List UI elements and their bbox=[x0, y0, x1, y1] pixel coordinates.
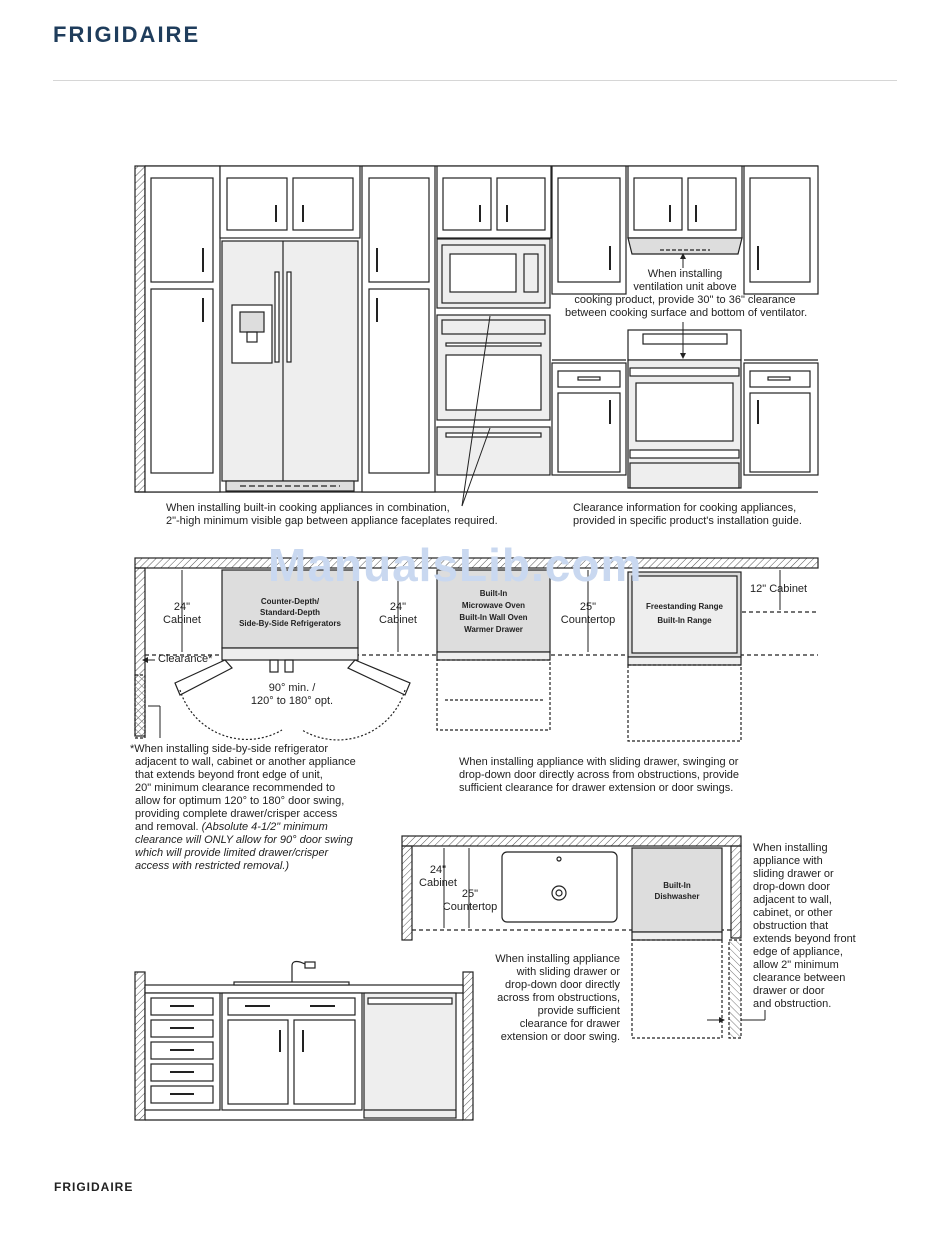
dw-cabinet-24-label bbox=[414, 864, 462, 890]
range-line: Built-In Range bbox=[657, 616, 712, 625]
fridge-box-line: Counter-Depth/ bbox=[260, 597, 320, 606]
clearance-label: Clearance* bbox=[158, 653, 213, 665]
dimension-value: 24" bbox=[389, 601, 407, 613]
dw-left-note-line: When installing appliance bbox=[495, 953, 620, 965]
ventilation-note-line: cooking product, provide 30" to 36" clearance bbox=[574, 294, 796, 306]
sliding-note-line: sufficient clearance for drawer extension or door swings. bbox=[459, 782, 734, 794]
dimension-caption: Countertop bbox=[560, 614, 616, 626]
ventilation-note-line: When installing bbox=[647, 268, 723, 280]
dw-left-note-line: with sliding drawer or bbox=[516, 966, 620, 978]
dw-right-note-line: When installing bbox=[753, 842, 828, 854]
watermark: ManualsLib.com bbox=[268, 539, 643, 591]
fridge-box-label bbox=[224, 596, 356, 629]
clearance-info-line: provided in specific product's installation guide. bbox=[573, 515, 802, 527]
dw-left-note-line: provide sufficient bbox=[537, 1005, 620, 1017]
range-box-label bbox=[632, 600, 737, 628]
dimension-caption: Countertop bbox=[442, 901, 498, 913]
wall-oven-line: Built-In Wall Oven bbox=[459, 613, 528, 622]
refrigerator-note-line: and removal. bbox=[135, 821, 199, 833]
wall-oven-line: Built-In bbox=[479, 589, 508, 598]
refrigerator-note-line: allow for optimum 120° to 180° door swing, bbox=[135, 795, 345, 807]
dishwasher-elevation bbox=[135, 962, 473, 1121]
ventilation-note bbox=[565, 268, 808, 320]
clearance-info-line: Clearance information for cooking appliances, bbox=[573, 502, 797, 514]
sliding-drawer-note bbox=[459, 756, 739, 795]
refrigerator-note-line: providing complete drawer/crisper access bbox=[135, 808, 338, 820]
fridge-box-line: Standard-Depth bbox=[260, 608, 320, 617]
dimension-value: 24" bbox=[429, 864, 447, 876]
cabinet-24-mid-label bbox=[373, 601, 423, 627]
dw-right-note-line: appliance with bbox=[753, 855, 823, 867]
sliding-note-line: When installing appliance with sliding drawer, swinging or bbox=[459, 756, 739, 768]
dw-right-note-line: adjacent to wall, bbox=[753, 894, 832, 906]
dimension-value: 25" bbox=[461, 888, 479, 900]
dw-left-note-line: clearance for drawer bbox=[519, 1018, 620, 1030]
dishwasher-line: Built-In bbox=[663, 881, 691, 890]
dw-left-note-line: drop-down door directly bbox=[505, 979, 620, 991]
dishwasher-right-note bbox=[753, 842, 856, 1011]
ventilation-note-line: between cooking surface and bottom of ventilator. bbox=[565, 307, 808, 319]
refrigerator-note-italic: which will provide limited drawer/crisper bbox=[135, 847, 329, 859]
dimension-value: 24" bbox=[173, 601, 191, 613]
dw-right-note-line: allow 2" minimum bbox=[753, 959, 839, 971]
dishwasher-box-label bbox=[632, 880, 722, 902]
fridge-box-line: Side-By-Side Refrigerators bbox=[239, 619, 341, 628]
wall-oven-line: Warmer Drawer bbox=[464, 625, 523, 634]
footer-logo: FRIGIDAIRE bbox=[54, 1180, 134, 1194]
dw-right-note-line: obstruction that bbox=[753, 920, 829, 932]
dimension-caption: Cabinet bbox=[379, 614, 417, 626]
refrigerator-note-italic: (Absolute 4-1/2" minimum bbox=[201, 821, 328, 833]
swing-line: 120° to 180° opt. bbox=[250, 695, 334, 707]
wall-oven-box-label bbox=[439, 588, 548, 636]
cabinet-12-label: 12" Cabinet bbox=[750, 583, 808, 595]
dw-right-note-line: extends beyond front bbox=[753, 933, 856, 945]
dw-countertop-25-label bbox=[440, 888, 500, 914]
refrigerator-note-line: adjacent to wall, cabinet or another appliance bbox=[135, 756, 356, 768]
dw-left-note-line: across from obstructions, bbox=[497, 992, 620, 1004]
combination-note-line: 2"-high minimum visible gap between appliance faceplates required. bbox=[166, 515, 498, 527]
kitchen-elevation bbox=[135, 166, 818, 506]
dw-right-note-line: drop-down door bbox=[753, 881, 831, 893]
dw-left-note-line: extension or door swing. bbox=[500, 1031, 620, 1043]
refrigerator-note-line: that extends beyond front edge of unit, bbox=[135, 769, 323, 781]
wall-oven-line: Microwave Oven bbox=[461, 601, 526, 610]
swing-line: 90° min. / bbox=[268, 682, 316, 694]
frigidaire-logo: FRIGIDAIRE bbox=[53, 22, 201, 47]
dishwasher-line: Dishwasher bbox=[654, 892, 700, 901]
combination-note bbox=[166, 502, 498, 528]
dw-right-note-line: clearance between bbox=[753, 972, 846, 984]
refrigerator-note-line: 20" minimum clearance recommended to bbox=[135, 782, 336, 794]
dw-right-note-line: and obstruction. bbox=[753, 998, 832, 1010]
combination-note-line: When installing built-in cooking appliances in combination, bbox=[166, 502, 450, 514]
dw-right-note-line: edge of appliance, bbox=[753, 946, 843, 958]
ventilation-note-line: ventilation unit above bbox=[633, 281, 737, 293]
dw-right-note-line: sliding drawer or bbox=[753, 868, 834, 880]
dimension-caption: Cabinet bbox=[419, 877, 457, 889]
dimension-value: 25" bbox=[579, 601, 597, 613]
cabinet-24-left-label bbox=[157, 601, 207, 627]
refrigerator-note-italic: access with restricted removal.) bbox=[135, 860, 290, 872]
refrigerator-note bbox=[130, 743, 356, 873]
refrigerator-note-line: *When installing side-by-side refrigerator bbox=[130, 743, 329, 755]
dishwasher-left-note bbox=[480, 953, 620, 1044]
clearance-info-note bbox=[573, 502, 802, 528]
dimension-caption: Cabinet bbox=[163, 614, 201, 626]
range-line: Freestanding Range bbox=[646, 602, 723, 611]
dw-right-note-line: drawer or door bbox=[753, 985, 825, 997]
refrigerator-note-italic: clearance will ONLY allow for 90° door swing bbox=[135, 834, 353, 846]
countertop-25-label bbox=[557, 601, 619, 627]
dw-right-note-line: cabinet, or other bbox=[753, 907, 833, 919]
sliding-note-line: drop-down door directly across from obstructions, provide bbox=[459, 769, 740, 781]
swing-label bbox=[242, 682, 342, 708]
